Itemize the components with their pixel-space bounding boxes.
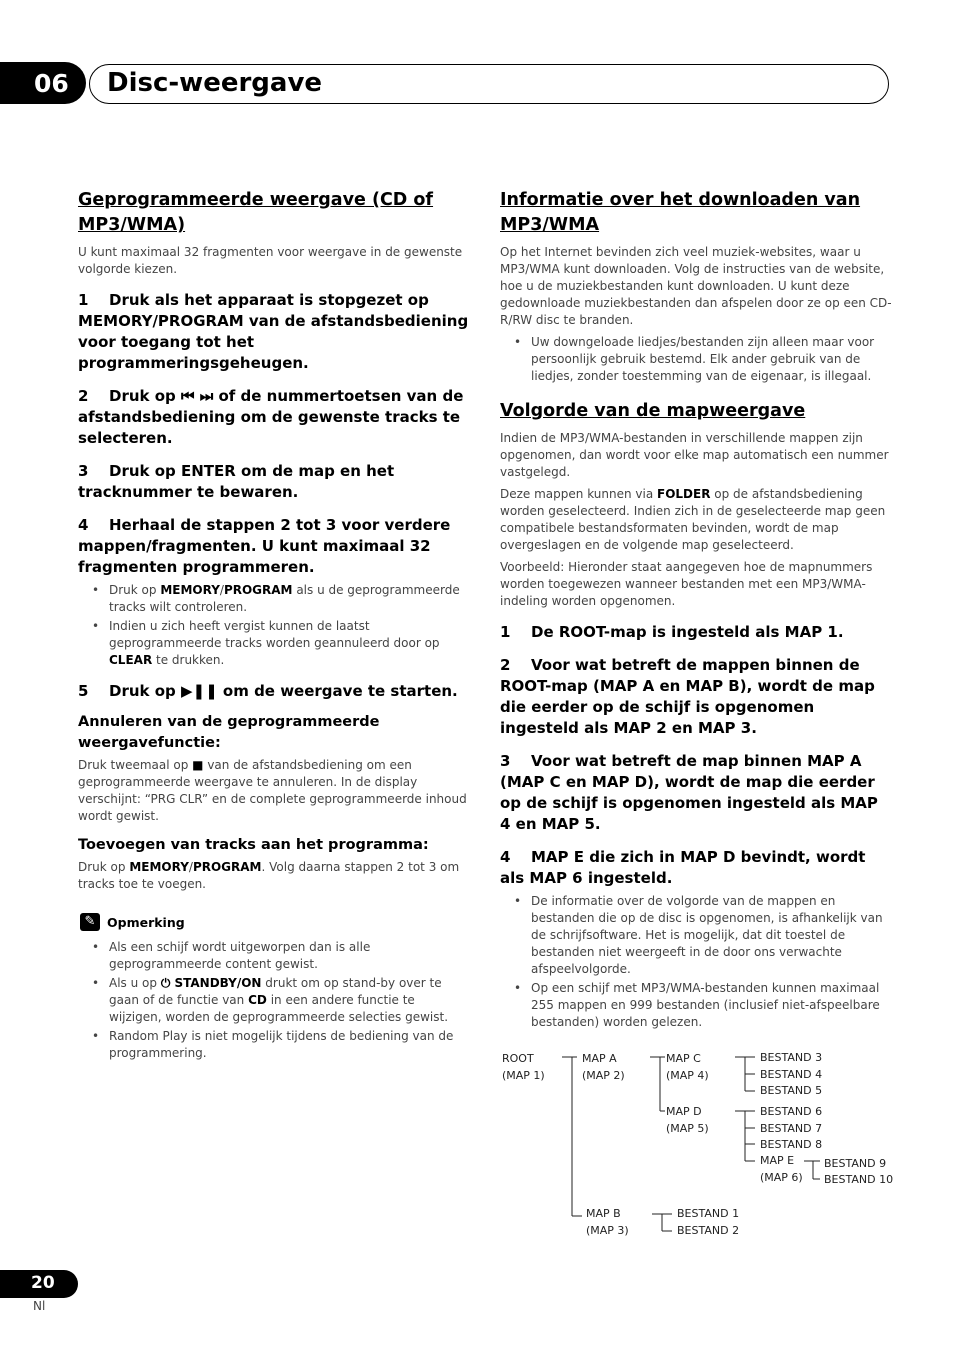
section-heading-folder-order: Volgorde van de mapweergave <box>500 401 806 421</box>
tree-file-10: BESTAND 10 <box>824 1173 894 1186</box>
folder-step-3: 3 Voor wat betreft de map binnen MAP A (MAP C en MAP D), wordt de map die eerder op de schijf is opgenomen ingesteld als MAP 4 en MAP 5. <box>500 752 878 833</box>
tree-node-map-d: MAP D (MAP 5) <box>666 1105 709 1135</box>
folder-step-1: 1 De ROOT-map is ingesteld als MAP 1. <box>500 623 844 641</box>
note-list <box>78 939 470 1062</box>
language-code: Nl <box>33 1299 46 1313</box>
list-item: • De informatie over de volgorde van de mappen en bestanden die op de disc is opgenomen, is afhankelijk van de schrijfsoftware. Het is mogelijk, dat dit toestel de bestanden niet weergeeft in de door ons verwachte afspeelvolgorde. <box>531 893 892 978</box>
folder-text-3: Voorbeeld: Hieronder staat aangegeven hoe de mapnummers worden toegewezen wanneer bestanden met een MP3/WMA-indeling worden opgenomen. <box>500 560 873 608</box>
folder-step-2: 2 Voor wat betreft de mappen binnen de ROOT-map (MAP A en MAP B), wordt de map die eerder op de schijf is opgenomen ingesteld als MAP 2 en MAP 3. <box>500 656 875 737</box>
list-item: • Random Play is niet mogelijk tijdens de bediening van de programmering. <box>109 1028 470 1062</box>
page-number: 20 <box>31 1273 55 1293</box>
chapter-tab <box>0 62 86 104</box>
tree-node-map-a: MAP A (MAP 2) <box>582 1052 625 1082</box>
note-title: Opmerking <box>107 914 185 930</box>
step-4: 4 Herhaal de stappen 2 tot 3 voor verdere mappen/fragmenten. U kunt maximaal 32 fragmenten programmeren. <box>78 516 451 576</box>
section-heading-download: Informatie over het downloaden van MP3/WMA <box>500 190 861 235</box>
cancel-text: Druk tweemaal op ■ van de afstandsbediening om een geprogrammeerde weergave te annuleren. In de display verschijnt: “PRG CLR” en de complete geprogrammeerde inhoud wordt gewist. <box>78 758 467 823</box>
list-item: • Als u op ⏻ STANDBY/ON drukt om op stand-by over te gaan of de functie van CD in een andere functie te wijzigen, worden de geprogrammeerde selecties gewist. <box>109 975 470 1026</box>
tree-file-4: BESTAND 4 <box>760 1068 823 1081</box>
page-number-tab <box>0 1270 78 1298</box>
skip-keys-icon: ⏮ ⏭ <box>181 387 214 405</box>
download-text: Op het Internet bevinden zich veel muziek-websites, waar u MP3/WMA kunt downloaden. Volg de instructies van de website, hoe u de muziekbestanden kunt downloaden. U kunt deze gedownloade muziekbestanden dan afspelen door ze op een CD-R/RW disc te branden. <box>500 245 892 327</box>
add-heading: Toevoegen van tracks aan het programma: <box>78 837 429 853</box>
right-column <box>500 188 892 1035</box>
step-2: 2 Druk op ⏮ ⏭ of de nummertoetsen van de afstandsbediening om de gewenste tracks te selecteren. <box>78 387 464 447</box>
tree-file-1: BESTAND 1 <box>677 1207 740 1220</box>
tree-file-5: BESTAND 5 <box>760 1084 823 1097</box>
intro-text: U kunt maximaal 32 fragmenten voor weergave in de gewenste volgorde kiezen. <box>78 245 463 276</box>
tree-file-2: BESTAND 2 <box>677 1224 740 1237</box>
chapter-number: 06 <box>34 69 69 98</box>
download-bullets <box>500 334 892 385</box>
step-5: 5 Druk op ▶❚❚ om de weergave te starten. <box>78 682 458 700</box>
step-3: 3 Druk op ENTER om de map en het tracknummer te bewaren. <box>78 462 395 501</box>
step-1: 1 Druk als het apparaat is stopgezet op MEMORY/PROGRAM van de afstandsbediening voor toegang tot het programmeringsgeheugen. <box>78 291 469 372</box>
list-item: • Op een schijf met MP3/WMA-bestanden kunnen maximaal 255 mappen en 999 bestanden (inclusief niet-afspeelbare bestanden) worden gelezen. <box>531 980 892 1031</box>
tree-file-3: BESTAND 3 <box>760 1051 823 1064</box>
list-item: • Als een schijf wordt uitgeworpen dan is alle geprogrammeerde content gewist. <box>109 939 470 973</box>
standby-key: ⏻ STANDBY/ON <box>160 976 262 990</box>
folder-text-1: Indien de MP3/WMA-bestanden in verschillende mappen zijn opgenomen, dan wordt voor elke map automatisch een nummer vastgelegd. <box>500 431 889 479</box>
tree-file-9: BESTAND 9 <box>824 1157 887 1170</box>
add-text: Druk op MEMORY/PROGRAM. Volg daarna stappen 2 tot 3 om tracks toe te voegen. <box>78 860 460 891</box>
pencil-icon: ✎ <box>80 913 100 931</box>
list-item: • Druk op MEMORY/PROGRAM als u de geprogrammeerde tracks wilt controleren. <box>109 582 470 616</box>
folder-tree-diagram <box>500 1048 900 1248</box>
folder-step-4: 4 MAP E die zich in MAP D bevindt, wordt als MAP 6 ingesteld. <box>500 848 866 887</box>
cancel-heading: Annuleren van de geprogrammeerde weergavefunctie: <box>78 714 380 751</box>
step-4-bullets <box>78 582 470 669</box>
tree-node-map-c: MAP C (MAP 4) <box>666 1052 709 1082</box>
tree-file-6: BESTAND 6 <box>760 1105 823 1118</box>
tree-file-7: BESTAND 7 <box>760 1122 823 1135</box>
folder-bullets <box>500 893 892 1031</box>
section-heading-programmed-play: Geprogrammeerde weergave (CD of MP3/WMA) <box>78 190 434 235</box>
tree-node-map-b: MAP B (MAP 3) <box>586 1207 629 1237</box>
play-pause-icon: ▶❚❚ <box>181 682 218 700</box>
stop-icon: ■ <box>192 758 204 772</box>
tree-node-root: ROOT (MAP 1) <box>502 1052 545 1082</box>
tree-file-8: BESTAND 8 <box>760 1138 823 1151</box>
list-item: • Uw downgeloade liedjes/bestanden zijn alleen maar voor persoonlijk gebruik bestemd. Elk ander gebruik van de liedjes, zonder toestemming van de eigenaar, is illegaal. <box>531 334 892 385</box>
note-header <box>80 913 470 931</box>
left-column <box>78 188 470 1066</box>
tree-node-map-e: MAP E (MAP 6) <box>760 1154 803 1184</box>
chapter-title-box <box>89 64 889 104</box>
list-item: • Indien u zich heeft vergist kunnen de laatst geprogrammeerde tracks worden geannuleerd door op CLEAR te drukken. <box>109 618 470 669</box>
page-title: Disc-weergave <box>107 68 323 98</box>
folder-text-2: Deze mappen kunnen via FOLDER op de afstandsbediening worden geselecteerd. Indien zich in de geselecteerde map geen compatibele bestandsformaten bevinden, wordt de map overgeslagen en de volgende map geselecteerd. <box>500 487 886 552</box>
